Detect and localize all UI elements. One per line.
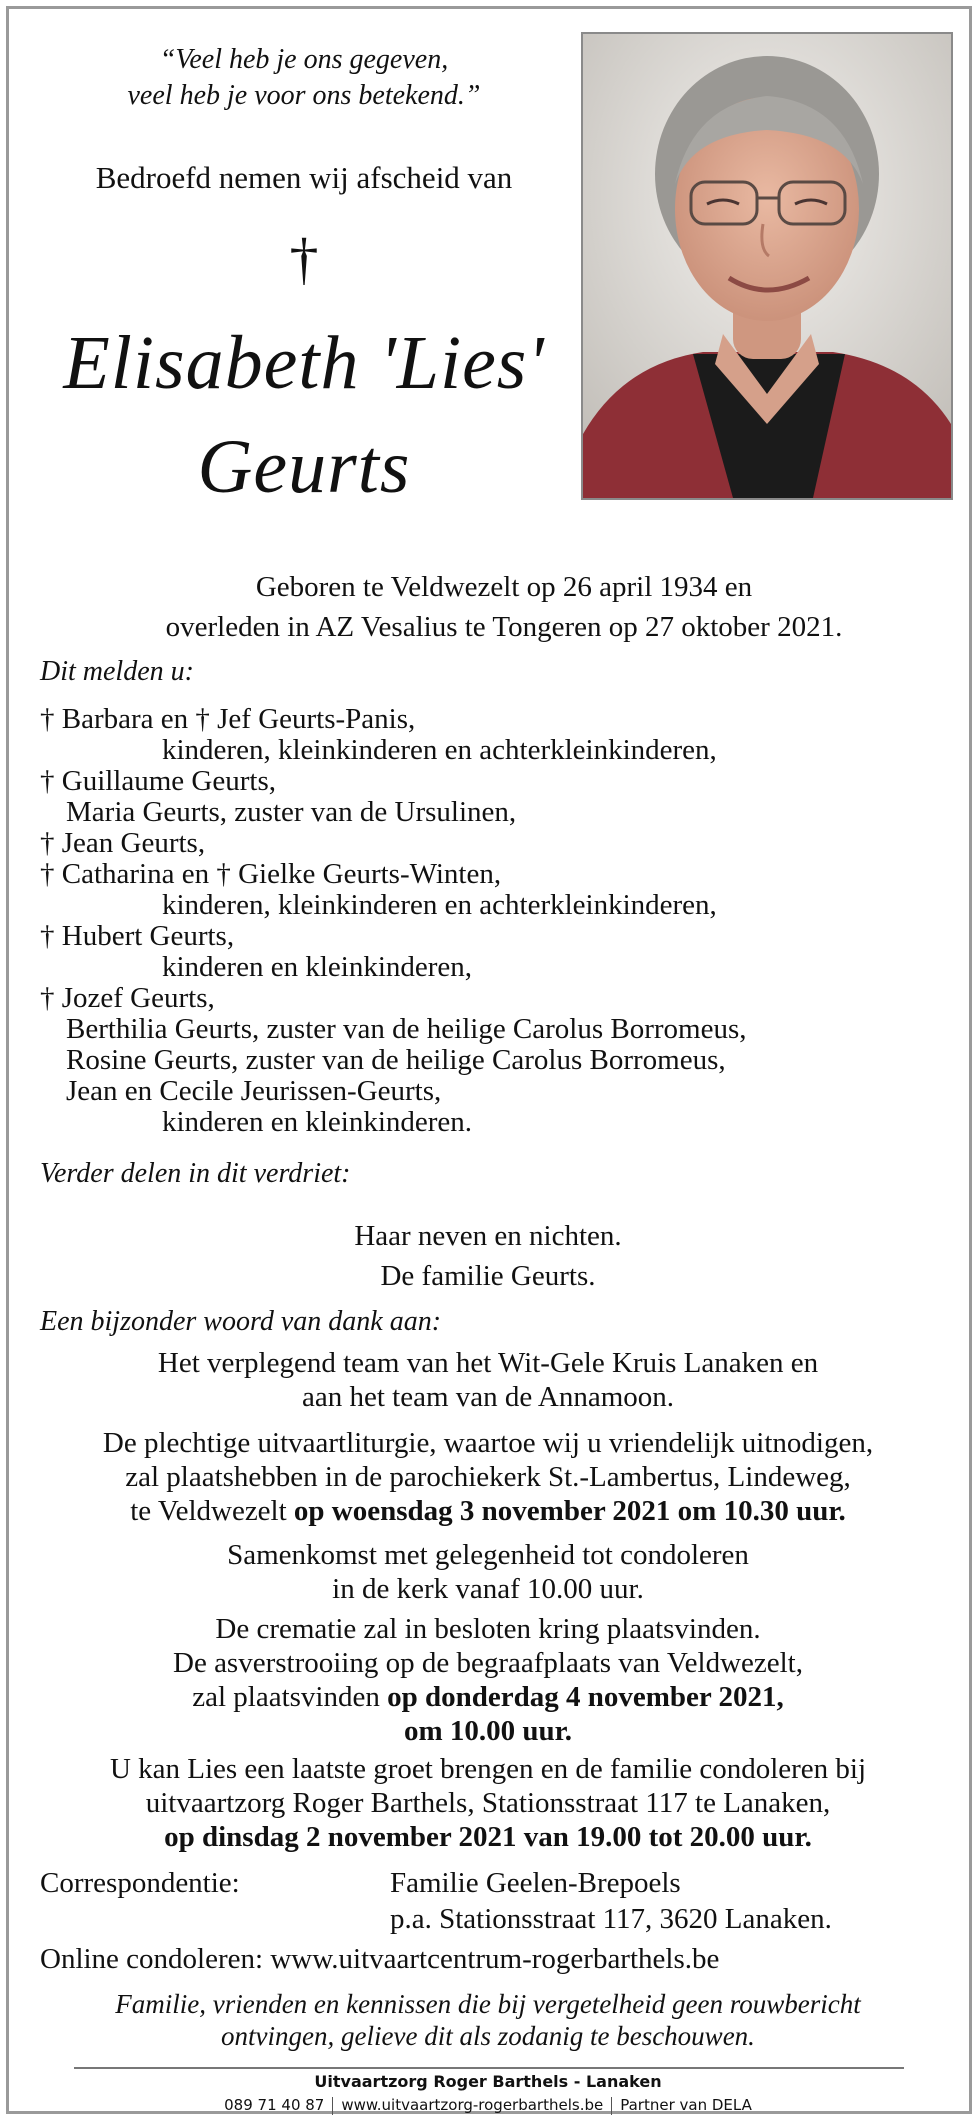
gathering-block: [28, 1538, 948, 1606]
family-line: † Catharina en † Gielke Geurts-Winten,: [40, 858, 502, 890]
cremation-block: [28, 1612, 948, 1748]
correspondence-address: p.a. Stationsstraat 117, 3620 Lanaken.: [390, 1903, 832, 1935]
correspondence-label: Correspondentie:: [40, 1867, 240, 1899]
notice-line-1: Familie, vrienden en kennissen die bij vergetelheid geen rouwbericht: [115, 1989, 861, 2019]
notice-line-2: ontvingen, gelieve dit als zodanig te beschouwen.: [221, 2021, 755, 2051]
gathering-line-1: Samenkomst met gelegenheid tot condoleren: [227, 1539, 749, 1571]
funeral-line-1: De plechtige uitvaartliturgie, waartoe wij u vriendelijk uitnodigen,: [102, 1427, 874, 1459]
obituary-card: [14, 14, 966, 2114]
portrait-illustration: [583, 34, 951, 498]
funeral-block: [28, 1426, 948, 1528]
thanks-line-1: Het verplegend team van het Wit-Gele Kruis Lanaken en: [157, 1347, 819, 1379]
notice-block: [28, 1988, 948, 2052]
footer-separator: [332, 2097, 333, 2115]
family-line: † Barbara en † Jef Geurts-Panis,: [40, 703, 416, 735]
footer-contact: [28, 2096, 948, 2115]
thanks-line-2: aan het team van de Annamoon.: [301, 1381, 675, 1413]
footer-phone: 089 71 40 87: [224, 2096, 325, 2114]
family-line: † Jozef Geurts,: [40, 982, 215, 1014]
born-line-1: Geboren te Veldwezelt op 26 april 1934 en: [255, 571, 753, 603]
memorial-quote: [44, 42, 564, 114]
online-condolence-link[interactable]: Online condoleren: www.uitvaartcentrum-rogerbarthels.be: [40, 1943, 720, 1975]
footer-website[interactable]: www.uitvaartzorg-rogerbarthels.be: [341, 2096, 604, 2114]
funeral-date: op woensdag 3 november 2021 om 10.30 uur.: [293, 1495, 846, 1527]
footer-separator: [611, 2097, 612, 2115]
cremation-date: op donderdag 4 november 2021,: [387, 1681, 784, 1713]
funeral-place: te Veldwezelt: [130, 1495, 294, 1527]
visit-block: [28, 1752, 948, 1854]
quote-line-1: “Veel heb je ons gegeven,: [159, 44, 449, 75]
family-line: Berthilia Geurts, zuster van de heilige Carolus Borromeus,: [66, 1013, 747, 1045]
family-line: † Jean Geurts,: [40, 827, 206, 859]
born-line-2: overleden in AZ Vesalius te Tongeren op 27 oktober 2021.: [165, 611, 843, 643]
cremation-line-3: [28, 1680, 948, 1714]
cremation-prefix: zal plaatsvinden: [192, 1681, 388, 1713]
share-line-1: Haar neven en nichten.: [354, 1220, 622, 1252]
family-list: [40, 704, 960, 1138]
visit-line-1: U kan Lies een laatste groet brengen en de familie condoleren bij: [109, 1753, 867, 1785]
cross-icon: †: [289, 226, 319, 291]
gathering-line-2: in de kerk vanaf 10.00 uur.: [332, 1573, 644, 1605]
footer-company: Uitvaartzorg Roger Barthels - Lanaken: [314, 2072, 662, 2091]
share-block: [28, 1216, 948, 1296]
birth-death-info: [44, 567, 964, 647]
family-line: kinderen en kleinkinderen.: [162, 1106, 473, 1138]
funeral-line-2: zal plaatshebben in de parochiekerk St.-Lambertus, Lindeweg,: [125, 1461, 851, 1493]
announce-label: Dit melden u:: [40, 656, 194, 687]
visit-line-2: uitvaartzorg Roger Barthels, Stationsstraat 117 te Lanaken,: [145, 1787, 831, 1819]
visit-time: op dinsdag 2 november 2021 van 19.00 tot 20.00 uur.: [164, 1821, 812, 1853]
footer-partner: Partner van DELA: [620, 2096, 752, 2114]
family-line: † Hubert Geurts,: [40, 920, 235, 952]
deceased-first-name: Elisabeth 'Lies': [63, 321, 545, 405]
family-line: kinderen, kleinkinderen en achterkleinkinderen,: [162, 734, 717, 766]
share-label: Verder delen in dit verdriet:: [40, 1158, 351, 1189]
family-line: † Guillaume Geurts,: [40, 765, 276, 797]
funeral-line-3: [28, 1494, 948, 1528]
family-line: kinderen en kleinkinderen,: [162, 951, 473, 983]
cremation-line-2: De asverstrooiing op de begraafplaats van Veldwezelt,: [173, 1647, 803, 1679]
cremation-time: om 10.00 uur.: [403, 1715, 573, 1747]
deceased-last-name: Geurts: [197, 425, 411, 509]
correspondence-name: Familie Geelen-Brepoels: [390, 1867, 681, 1899]
thanks-label: Een bijzonder woord van dank aan:: [40, 1306, 442, 1337]
share-line-2: De familie Geurts.: [380, 1260, 596, 1292]
family-line: Jean en Cecile Jeurissen-Geurts,: [66, 1075, 442, 1107]
family-line: Rosine Geurts, zuster van de heilige Carolus Borromeus,: [66, 1044, 726, 1076]
cremation-line-1: De crematie zal in besloten kring plaatsvinden.: [215, 1613, 761, 1645]
quote-line-2: veel heb je voor ons betekend.”: [127, 80, 481, 111]
footer-divider: [74, 2067, 904, 2069]
portrait-photo: [581, 32, 953, 500]
intro-text: Bedroefd nemen wij afscheid van: [95, 160, 513, 195]
family-line: kinderen, kleinkinderen en achterkleinkinderen,: [162, 889, 717, 921]
family-line: Maria Geurts, zuster van de Ursulinen,: [66, 796, 517, 828]
thanks-block: [28, 1346, 948, 1414]
